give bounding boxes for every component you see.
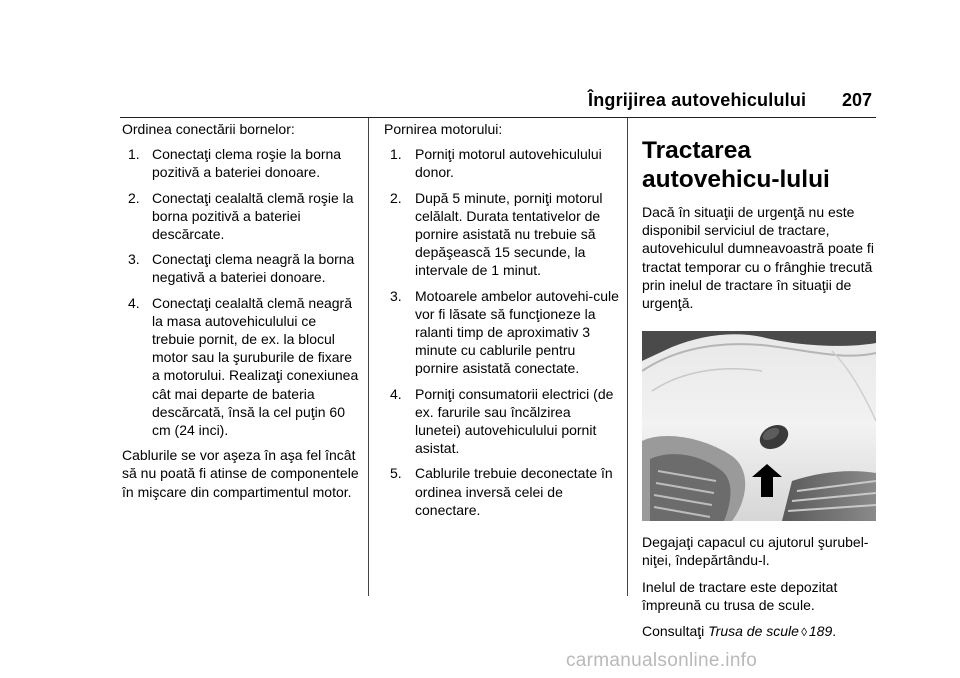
engine-start-intro: Pornirea motorului: (384, 121, 503, 137)
step-number: 4. (390, 385, 402, 402)
list-item (122, 294, 362, 440)
reference-title: Trusa de scule (708, 623, 799, 640)
column-divider-1 (368, 118, 369, 596)
list-item (384, 287, 620, 378)
step-text: Conectaţi clema neagră la borna negativă a bateriei donoare. (152, 251, 355, 286)
list-item (122, 250, 362, 286)
step-text: Conectaţi cealaltă clemă roşie la borna pozitivă a bateriei descărcate. (152, 189, 354, 243)
cable-placement-note: Cablurile se vor aşeza în aşa fel încât să nu poată fi atinse de componentele în mişcare din compartimentul motor. (122, 447, 359, 500)
step-number: 4. (128, 294, 140, 311)
page-number: 207 (842, 90, 873, 110)
step-text: După 5 minute, porniţi motorul celălalt. Durata tentativelor de pornire asistată nu trebuie să depăşească 15 secunde, la intervale de 1 minut. (415, 189, 603, 279)
step-number: 3. (390, 287, 402, 304)
list-item (122, 189, 362, 244)
engine-start-steps (384, 145, 620, 519)
step-text: Motoarele ambelor autovehi-cule vor fi lăsate să funcţioneze la ralanti timp de aproximativ 3 minute cu cablurile pentru pornire asistată conectate. (415, 287, 619, 377)
step-number: 2. (128, 189, 140, 206)
column-divider-2 (627, 118, 628, 596)
connection-steps (122, 145, 362, 439)
section-title: Tractarea autovehicu-lului (642, 137, 830, 193)
list-item (384, 464, 620, 519)
reference-prefix: Consultaţi (642, 623, 705, 640)
step-number: 3. (128, 251, 140, 268)
step-number: 5. (390, 465, 402, 482)
list-item (384, 189, 620, 280)
header-rule (120, 117, 876, 118)
step-text: Porniţi consumatorii electrici (de ex. farurile sau încălzirea lunetei) autovehiculului pornit asistat. (415, 385, 614, 457)
list-item (384, 145, 620, 181)
column-1 (122, 120, 362, 501)
page-reference-arrow-icon: ◊ (800, 625, 807, 640)
step-number: 2. (390, 189, 402, 206)
column-2 (384, 120, 620, 519)
list-item (384, 385, 620, 458)
illustration-caption: Degajaţi capacul cu ajutorul şurubel-niţei, îndepărtându-l. (642, 534, 869, 569)
step-number: 1. (390, 146, 402, 163)
column-3 (642, 120, 878, 641)
chapter-title: Îngrijirea autovehiculului (588, 90, 807, 110)
tow-eye-storage-note: Inelul de tractare este depozitat împreună cu trusa de scule. (642, 578, 838, 613)
watermark: carmanualsonline.info (566, 650, 758, 671)
step-text: Conectaţi clema roşie la borna pozitivă a bateriei donoare. (152, 146, 342, 181)
connection-order-intro: Ordinea conectării bornelor: (122, 121, 295, 137)
step-number: 1. (128, 146, 140, 163)
step-text: Porniţi motorul autovehiculului donor. (415, 146, 602, 181)
towing-eye-cover-illustration (642, 331, 876, 521)
step-text: Cablurile trebuie deconectate în ordinea inversă celei de conectare. (415, 465, 613, 518)
cross-reference (642, 622, 878, 641)
reference-suffix: . (832, 623, 837, 640)
reference-link[interactable] (708, 623, 832, 639)
reference-page: 189 (808, 623, 833, 640)
list-item (122, 145, 362, 181)
towing-intro: Dacă în situaţii de urgenţă nu este disponibil serviciul de tractare, autovehiculul dumneavoastră poate fi tractat temporar cu o frânghie trecută prin inelul de tractare în situaţii de urgenţă. (642, 204, 874, 312)
step-text: Conectaţi cealaltă clemă neagră la masa autovehiculului ce trebuie pornit, de ex. la blocul motor sau la şuruburile de fixare a motorului. Realizaţi conexiunea cât mai departe de bateria descărcată, însă la cel puţin 60 cm (24 inci). (152, 294, 359, 439)
